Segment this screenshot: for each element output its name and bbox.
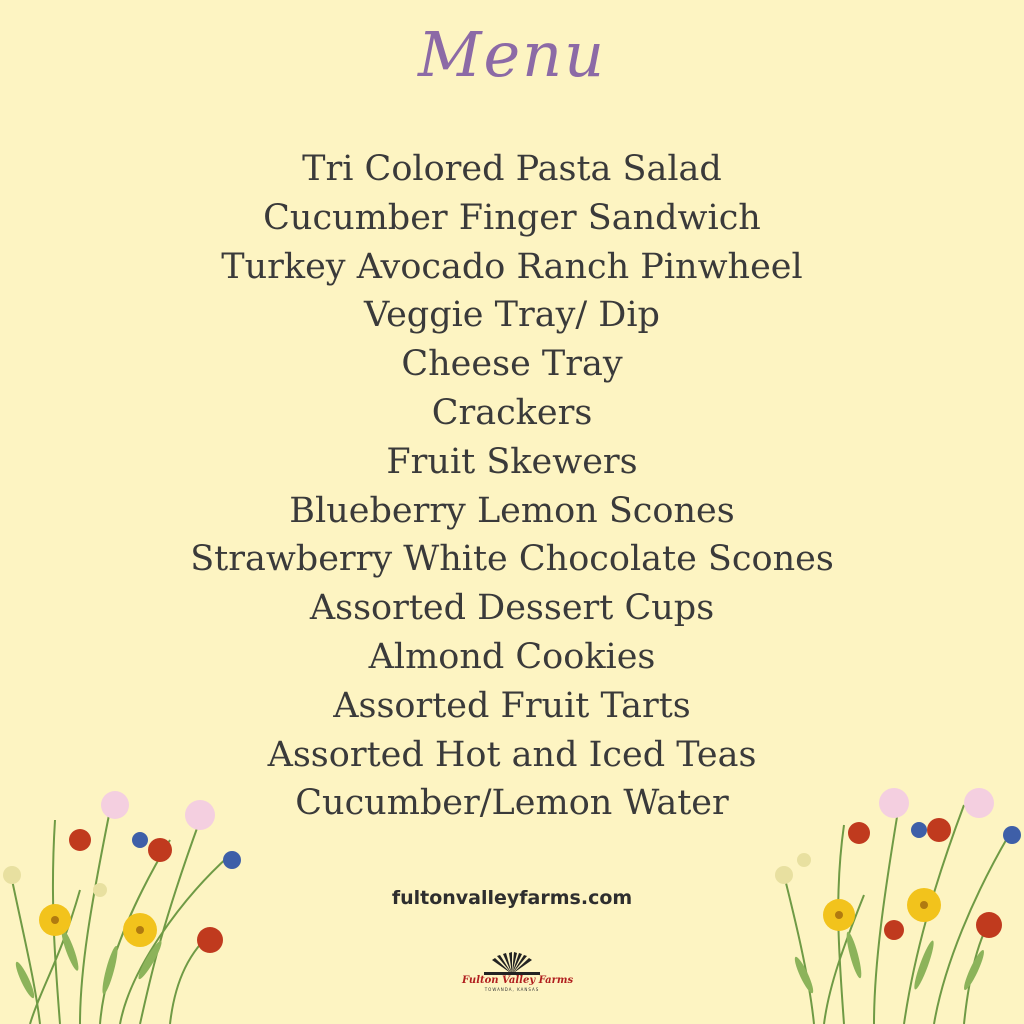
menu-item: Crackers bbox=[431, 392, 593, 433]
menu-item: Turkey Avocado Ranch Pinwheel bbox=[221, 246, 803, 287]
menu-item: Cheese Tray bbox=[401, 344, 623, 385]
menu-title: Menu bbox=[417, 18, 607, 91]
menu-item: Fruit Skewers bbox=[386, 441, 638, 482]
menu-item: Strawberry White Chocolate Scones bbox=[190, 539, 834, 580]
wildflowers-right-illustration bbox=[764, 775, 1024, 1024]
sunburst-logo-icon bbox=[462, 952, 562, 976]
menu-list bbox=[0, 145, 1024, 828]
yellow-flower-icon bbox=[39, 904, 157, 947]
menu-item: Cucumber/Lemon Water bbox=[295, 783, 729, 824]
menu-item: Cucumber Finger Sandwich bbox=[263, 197, 761, 238]
menu-item: Assorted Fruit Tarts bbox=[333, 685, 691, 726]
menu-item: Almond Cookies bbox=[368, 636, 656, 677]
menu-item: Assorted Dessert Cups bbox=[309, 588, 715, 629]
menu-item: Tri Colored Pasta Salad bbox=[302, 149, 722, 189]
menu-item: Blueberry Lemon Scones bbox=[289, 490, 735, 531]
logo-subtext: TOWANDA, KANSAS bbox=[484, 987, 540, 992]
wildflowers-left-illustration bbox=[0, 780, 260, 1024]
website-url: fultonvalleyfarms.com bbox=[391, 887, 633, 909]
menu-item: Assorted Hot and Iced Teas bbox=[267, 734, 757, 775]
logo-text: Fulton Valley Farms bbox=[462, 975, 574, 986]
fulton-valley-farms-logo bbox=[462, 952, 574, 996]
menu-item: Veggie Tray/ Dip bbox=[364, 295, 660, 336]
